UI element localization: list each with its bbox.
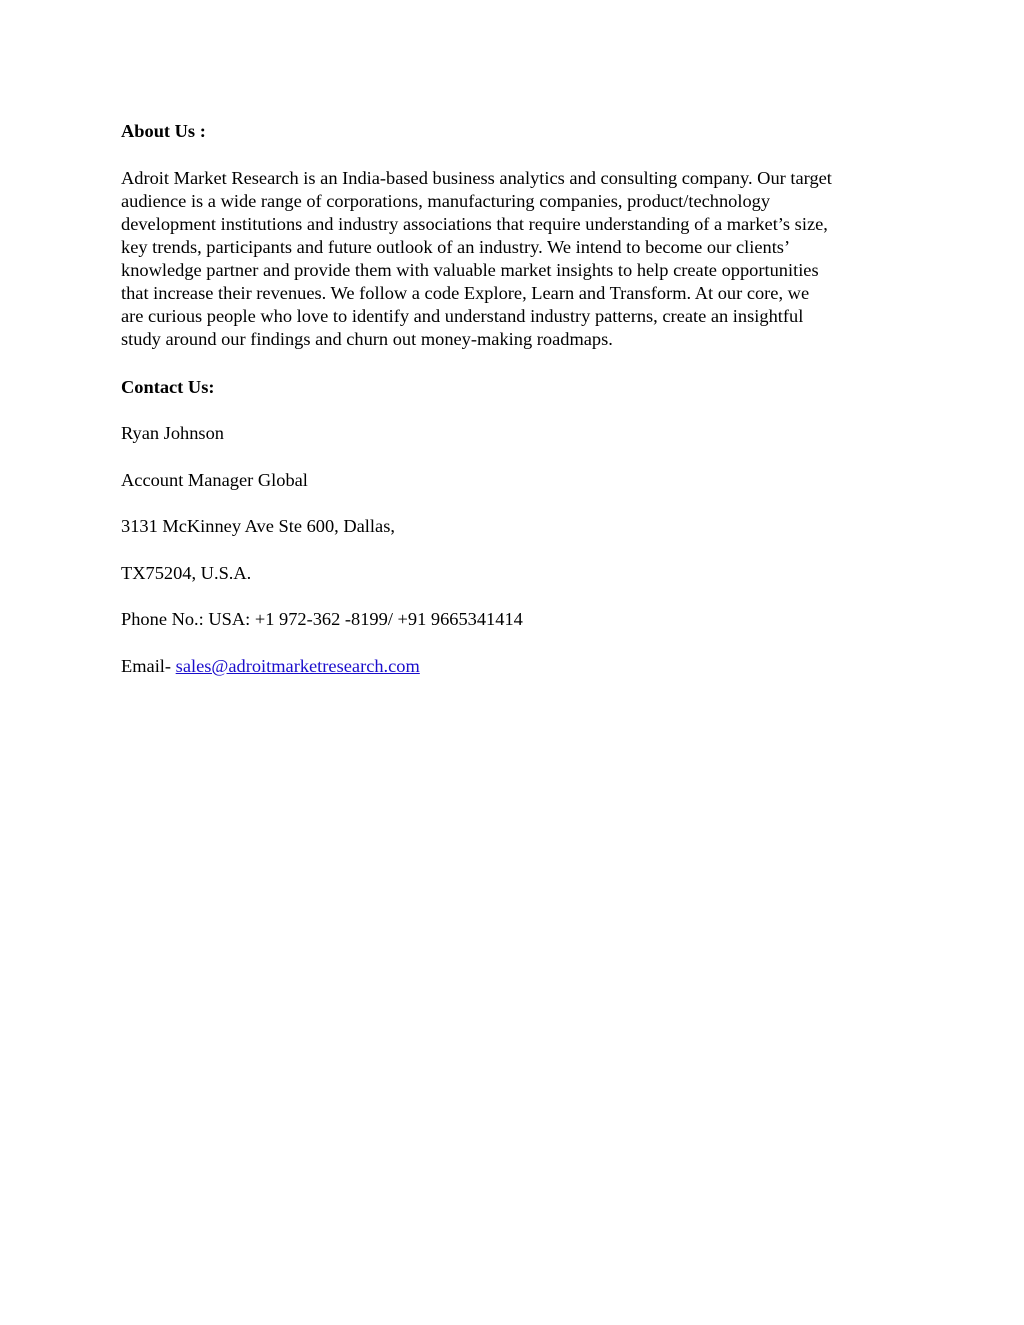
address-line-1: 3131 McKinney Ave Ste 600, Dallas, — [121, 516, 395, 536]
email-row — [121, 655, 420, 678]
contact-name: Ryan Johnson — [121, 423, 224, 443]
about-line: knowledge partner and provide them with valuable market insights to help create opportunities — [121, 260, 819, 280]
about-line: study around our findings and churn out money-making roadmaps. — [121, 329, 613, 349]
contact-title: Account Manager Global — [121, 470, 308, 490]
about-line: are curious people who love to identify and understand industry patterns, create an insightful — [121, 306, 804, 326]
address-line-2: TX75204, U.S.A. — [121, 563, 252, 583]
phone-number: Phone No.: USA: +1 972-362 -8199/ +91 9665341414 — [121, 609, 523, 629]
contact-heading: Contact Us: — [121, 377, 215, 397]
about-line: audience is a wide range of corporations, manufacturing companies, product/technology — [121, 191, 771, 211]
about-line: Adroit Market Research is an India-based business analytics and consulting company. Our target — [121, 168, 832, 188]
about-heading: About Us : — [121, 121, 206, 141]
email-link[interactable]: sales@adroitmarketresearch.com — [175, 656, 420, 676]
email-label: Email- — [121, 656, 176, 676]
about-line: that increase their revenues. We follow a code Explore, Learn and Transform. At our core, we — [121, 283, 810, 303]
about-line: development institutions and industry associations that require understanding of a market’s size, — [121, 214, 828, 234]
about-line: key trends, participants and future outlook of an industry. We intend to become our clients’ — [121, 237, 791, 257]
